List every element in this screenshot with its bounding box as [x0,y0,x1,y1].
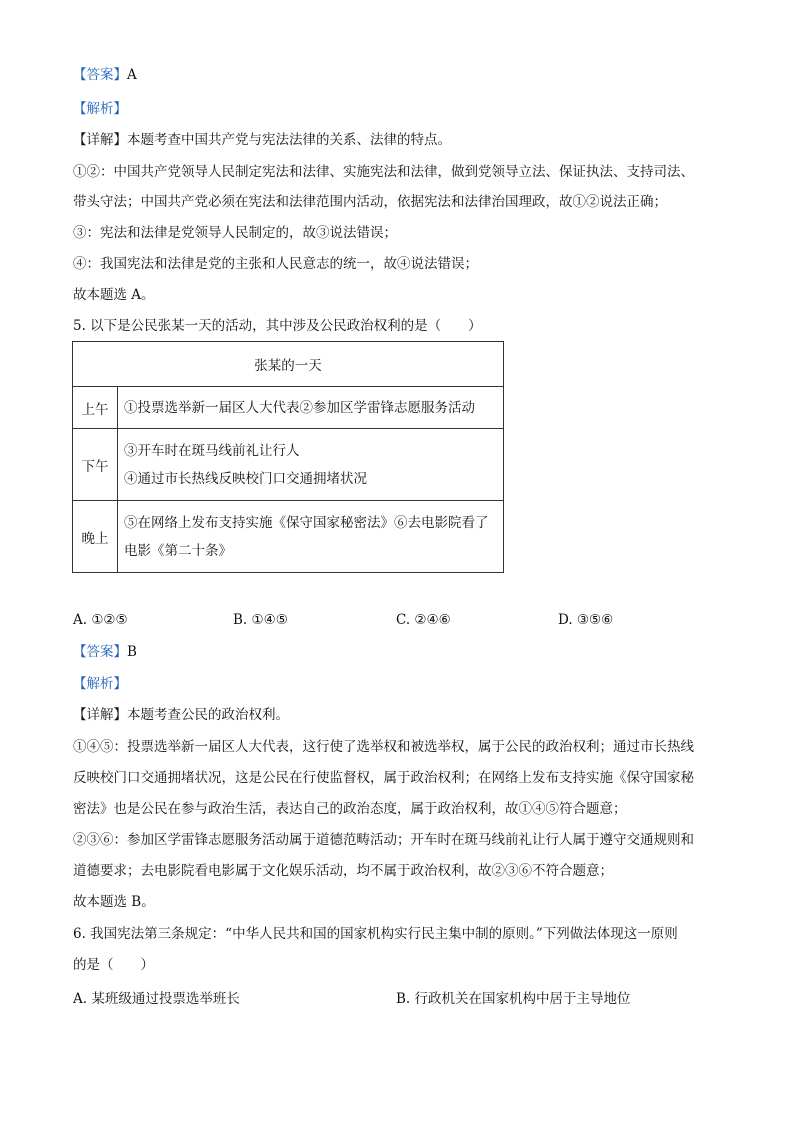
q5-option-d: D. ③⑤⑥ [558,612,614,628]
row-line: ⑤在网络上发布支持实施《保守国家秘密法》⑥去电影院看了 [124,514,489,531]
q4-line-5: 故本题选 A。 [73,287,155,303]
q5-answer [73,643,137,661]
answer-tag: 【答案】 [73,644,127,660]
row-label: 上午 [73,387,118,429]
q5-line-5: 道德要求；去电影院看电影属于文化娱乐活动，均不属于政治权利，故②③⑥不符合题意； [73,863,613,879]
q5-line-2: 反映校门口交通拥堵状况，这是公民在行使监督权，属于政治权利；在网络上发布支持实施《保守国家秘 [73,770,694,786]
table-row [73,429,504,501]
q4-line-1: ①②：中国共产党领导人民制定宪法和法律、实施宪法和法律，做到党领导立法、保证执法、支持司法、 [73,164,694,180]
q4-line-2: 带头守法；中国共产党必须在宪法和法律范围内活动，依据宪法和法律治国理政，故①②说法正确； [73,194,667,210]
row-line: ③开车时在斑马线前礼让行人 [124,442,300,459]
q5-stem: 5. 以下是公民张某一天的活动，其中涉及公民政治权利的是（ ） [73,318,482,334]
q5-analysis [73,675,127,693]
detail-text: 本题考查中国共产党与宪法法律的关系、法律的特点。 [127,132,451,148]
q4-answer [73,66,137,84]
q6-stem-line-1: 6. 我国宪法第三条规定：“中华人民共和国的国家机构实行民主集中制的原则。”下列做法体现这一原则 [73,926,678,942]
row-content [118,387,504,429]
q6-stem-line-2: 的是（ ） [73,957,154,973]
row-line: ④通过市长热线反映校门口交通拥堵状况 [124,470,367,487]
table-title: 张某的一天 [73,342,504,387]
q5-option-c: C. ②④⑥ [396,612,451,628]
q4-detail [73,131,451,149]
q5-line-4: ②③⑥：参加区学雷锋志愿服务活动属于道德范畴活动；开车时在斑马线前礼让行人属于遵守交通规则和 [73,832,694,848]
q6-option-b: B. 行政机关在国家机构中居于主导地位 [396,991,631,1007]
q5-line-6: 故本题选 B。 [73,894,155,910]
detail-tag: 【详解】 [73,707,127,723]
analysis-tag: 【解析】 [73,676,127,692]
row-line: ①投票选举新一届区人大代表②参加区学雷锋志愿服务活动 [124,399,475,416]
q5-schedule-table [72,341,504,573]
q6-option-a: A. 某班级通过投票选举班长 [73,991,240,1007]
row-line: 电影《第二十条》 [124,542,232,559]
row-content [118,501,504,573]
q4-analysis [73,100,127,118]
detail-text: 本题考查公民的政治权利。 [127,707,289,723]
table-row [73,387,504,429]
row-label: 下午 [73,429,118,501]
q4-line-4: ④：我国宪法和法律是党的主张和人民意志的统一，故④说法错误； [73,256,478,272]
q4-line-3: ③：宪法和法律是党领导人民制定的，故③说法错误； [73,225,397,241]
row-content [118,429,504,501]
q5-option-b: B. ①④⑤ [233,612,288,628]
answer-value: B [127,644,137,660]
q5-line-1: ①④⑤：投票选举新一届区人大代表，这行使了选举权和被选举权，属于公民的政治权利；通过市长热线 [73,739,694,755]
row-label: 晚上 [73,501,118,573]
detail-tag: 【详解】 [73,132,127,148]
answer-tag: 【答案】 [73,67,127,83]
table-row [73,501,504,573]
q5-detail [73,706,289,724]
q5-option-a: A. ①②⑤ [73,612,128,628]
q5-line-3: 密法》也是公民在参与政治生活，表达自己的政治态度，属于政治权利，故①④⑤符合题意； [73,801,627,817]
answer-value: A [127,67,137,83]
analysis-tag: 【解析】 [73,101,127,117]
